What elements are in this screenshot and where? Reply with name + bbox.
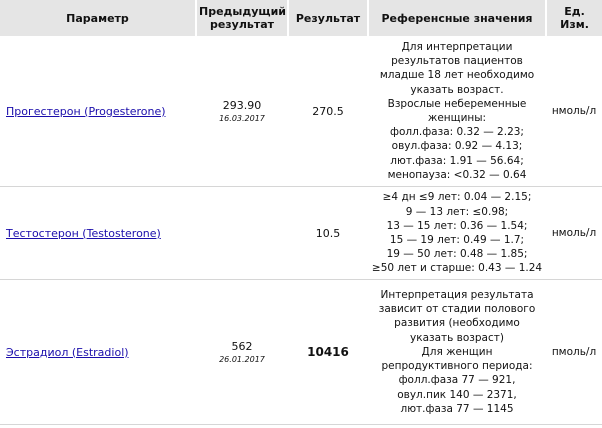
prev-result-value: 562	[231, 340, 253, 353]
header-prev-result: Предыдущий результат	[196, 0, 288, 36]
header-row	[0, 0, 602, 36]
table-header	[0, 0, 602, 36]
reference-line: Для интерпретации	[401, 40, 513, 53]
header-reference: Референсные значения	[368, 0, 546, 36]
result-value: 10.5	[315, 226, 341, 240]
table-row-testosterone	[0, 187, 602, 280]
reference-line: зависит от стадии полового	[378, 303, 536, 316]
prev-result-date: 16.03.2017	[219, 114, 265, 123]
reference-line: овул.пик 140 — 2371,	[397, 388, 517, 401]
reference-line: 15 — 19 лет: 0.49 — 1.7;	[389, 234, 525, 246]
prev-result-cell	[196, 36, 288, 187]
unit-cell: пмоль/л	[551, 346, 597, 358]
prev-result-cell	[196, 280, 288, 425]
reference-cell	[368, 187, 546, 280]
param-link-testosterone[interactable]: Тестостерон (Testosterone)	[6, 226, 161, 240]
result-value: 270.5	[312, 104, 344, 118]
result-cell	[288, 187, 368, 280]
prev-result-date: 26.01.2017	[219, 355, 265, 364]
reference-line: 13 — 15 лет: 0.36 — 1.54;	[386, 219, 528, 232]
unit-cell: нмоль/л	[551, 227, 597, 239]
table-row-estradiol	[0, 280, 602, 425]
reference-line: менопауза: <0.32 — 0.64	[387, 168, 527, 181]
param-cell	[0, 280, 196, 425]
reference-line: фолл.фаза: 0.32 — 2.23;	[390, 126, 524, 139]
prev-result-cell	[196, 187, 288, 280]
param-cell	[0, 187, 196, 280]
reference-line: ≥50 лет и старше: 0.43 — 1.24	[371, 262, 543, 275]
reference-line: Интерпретация результата	[380, 289, 534, 302]
reference-line: младше 18 лет необходимо	[379, 69, 535, 82]
reference-cell	[368, 280, 546, 425]
param-link-estradiol[interactable]: Эстрадиол (Estradiol)	[6, 345, 129, 359]
table-row-progesterone	[0, 36, 602, 187]
reference-line: ≥4 дн ≤9 лет: 0.04 — 2.15;	[382, 191, 532, 204]
reference-line: результатов пациентов	[391, 55, 523, 68]
reference-line: 9 — 13 лет: ≤0.98;	[405, 205, 509, 218]
header-result: Результат	[288, 0, 368, 36]
result-cell	[288, 280, 368, 425]
reference-cell	[368, 36, 546, 187]
header-unit: Ед. Изм.	[546, 0, 602, 36]
reference-line: овул.фаза: 0.92 — 4.13;	[391, 140, 523, 153]
result-cell	[288, 36, 368, 187]
reference-line: развития (необходимо	[394, 317, 520, 330]
reference-line: 19 — 50 лет: 0.48 — 1.85;	[386, 248, 528, 261]
prev-result-value: 293.90	[222, 99, 262, 112]
result-value-highlighted: 10416	[307, 345, 349, 359]
reference-line: указать возраст.	[410, 83, 504, 96]
reference-line: лют.фаза 77 — 1145	[400, 402, 514, 415]
reference-line: репродуктивного периода:	[381, 360, 533, 373]
reference-line: женщины:	[427, 112, 487, 124]
header-param: Параметр	[0, 0, 196, 36]
param-cell	[0, 36, 196, 187]
param-link-progesterone[interactable]: Прогестерон (Progesterone)	[6, 104, 166, 118]
reference-line: Для женщин	[421, 345, 493, 358]
reference-line: Взрослые небеременные	[387, 97, 527, 110]
unit-cell: нмоль/л	[551, 105, 597, 117]
reference-line: лют.фаза: 1.91 — 56.64;	[390, 154, 524, 167]
reference-line: фолл.фаза 77 — 921,	[398, 374, 516, 387]
reference-line: указать возраст)	[410, 331, 504, 344]
